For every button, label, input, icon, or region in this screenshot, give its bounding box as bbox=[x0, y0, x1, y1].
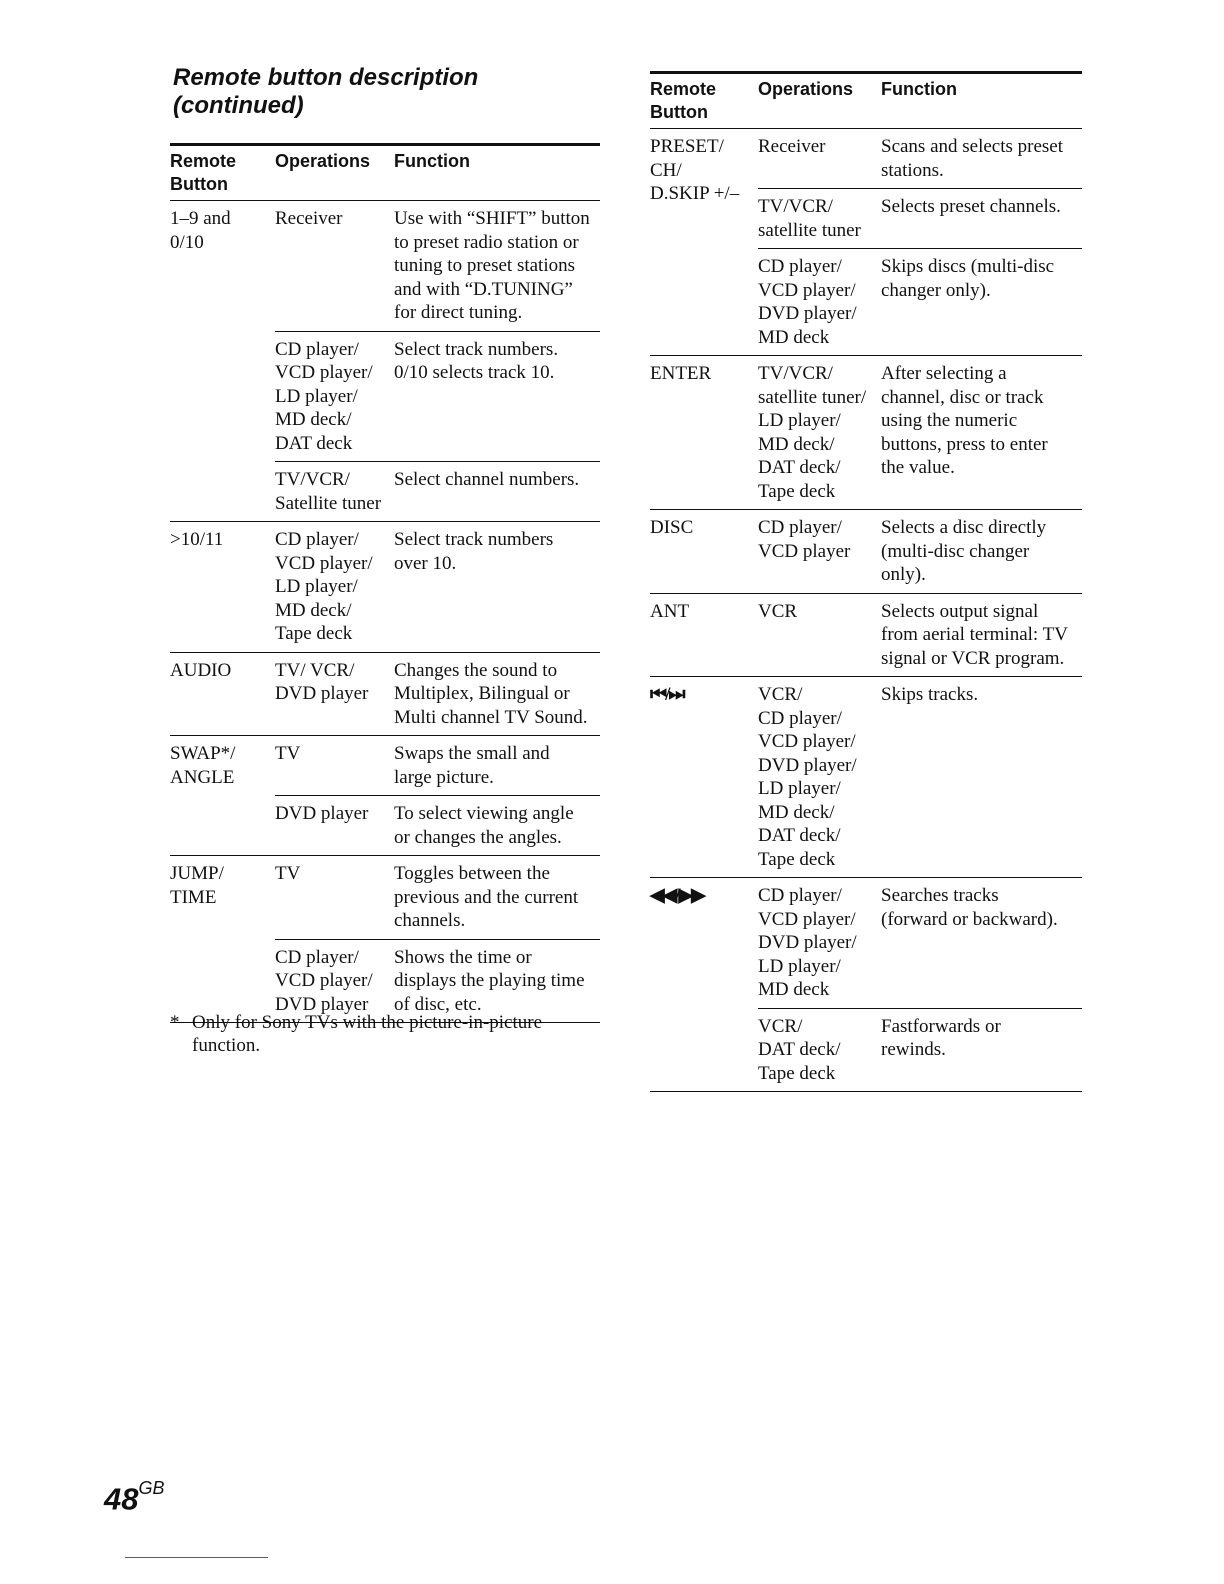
table-row-group bbox=[650, 878, 1082, 1092]
table-row-group bbox=[170, 653, 600, 737]
operations-list bbox=[275, 856, 600, 1022]
operations-list bbox=[758, 129, 1082, 355]
remote-button-name: PRESET/ CH/ D.SKIP +/– bbox=[650, 136, 740, 204]
footnote-mark: * bbox=[170, 1012, 180, 1033]
table-row bbox=[758, 510, 1082, 593]
table-row-group bbox=[650, 510, 1082, 594]
function-cell: Select track numbers. 0/10 selects track 10. bbox=[394, 338, 559, 383]
function-cell: Changes the sound to Multiplex, Bilingual or Multi channel TV Sound. bbox=[394, 659, 588, 728]
operation-cell: VCR/ DAT deck/ Tape deck bbox=[758, 1015, 841, 1084]
operation-cell: VCR bbox=[758, 600, 798, 622]
operations-list bbox=[275, 201, 600, 521]
operations-list bbox=[275, 653, 600, 736]
operations-list bbox=[758, 677, 1082, 877]
table-row-group bbox=[650, 677, 1082, 878]
table-row-group bbox=[650, 129, 1082, 356]
operation-cell: VCR/ CD player/ VCD player/ DVD player/ LD player/ MD deck/ DAT deck/ Tape deck bbox=[758, 684, 857, 870]
operations-list bbox=[758, 594, 1082, 677]
table-row-group bbox=[170, 201, 600, 522]
header-remote-button: Remote Button bbox=[170, 151, 237, 194]
header-remote-button: Remote Button bbox=[650, 79, 717, 122]
table-row bbox=[275, 522, 600, 652]
operation-cell: CD player/ VCD player/ LD player/ MD deck/ DAT deck bbox=[275, 338, 373, 454]
function-cell: Selects preset channels. bbox=[881, 196, 1061, 217]
skip-prev-next-icon: ⏮/⏭ bbox=[650, 684, 684, 705]
header-operations: Operations bbox=[275, 151, 371, 171]
operation-cell: Receiver bbox=[275, 208, 343, 229]
function-cell: After selecting a channel, disc or track using the numeric buttons, press to enter the value. bbox=[881, 363, 1048, 478]
table-row bbox=[275, 856, 600, 939]
operation-cell: TV/VCR/ Satellite tuner bbox=[275, 469, 382, 514]
footnote-text: Only for Sony TVs with the picture-in-picture function. bbox=[192, 1012, 543, 1056]
header-function: Function bbox=[394, 151, 470, 171]
operation-cell: CD player/ VCD player/ DVD player bbox=[275, 946, 373, 1015]
section-title: Remote button description (continued) bbox=[173, 64, 479, 119]
function-cell: Selects output signal from aerial terminal: TV signal or VCR program. bbox=[881, 600, 1068, 669]
table-row bbox=[758, 129, 1082, 188]
remote-button-name: SWAP*/ ANGLE bbox=[170, 743, 236, 788]
header-function: Function bbox=[881, 79, 957, 99]
table-row bbox=[758, 594, 1082, 677]
remote-table-left bbox=[170, 143, 600, 1023]
table-row bbox=[758, 878, 1082, 1008]
operation-cell: TV/VCR/ satellite tuner/ LD player/ MD deck/ DAT deck/ Tape deck bbox=[758, 363, 867, 502]
operations-list bbox=[758, 510, 1082, 593]
table-row-group bbox=[170, 736, 600, 856]
page-number bbox=[104, 1474, 165, 1517]
table-header bbox=[650, 71, 1082, 129]
remote-button-name: AUDIO bbox=[170, 659, 232, 681]
table-row bbox=[758, 188, 1082, 248]
function-cell: Selects a disc directly (multi-disc changer only). bbox=[881, 517, 1047, 585]
operations-list bbox=[275, 522, 600, 652]
operation-cell: CD player/ VCD player/ LD player/ MD deck/ Tape deck bbox=[275, 529, 373, 644]
footnote bbox=[170, 1011, 600, 1057]
table-row bbox=[275, 736, 600, 795]
table-row-group bbox=[650, 356, 1082, 510]
remote-button-name: ENTER bbox=[650, 363, 712, 384]
remote-button-name: ANT bbox=[650, 600, 690, 622]
divider bbox=[125, 1557, 268, 1558]
header-operations: Operations bbox=[758, 79, 854, 99]
table-row bbox=[275, 461, 600, 521]
operations-list bbox=[758, 878, 1082, 1091]
page-number-suffix: GB bbox=[138, 1478, 165, 1498]
operations-list bbox=[275, 736, 600, 855]
table-row bbox=[275, 939, 600, 1023]
remote-button-name: 1–9 and 0/10 bbox=[170, 208, 231, 253]
table-row bbox=[275, 331, 600, 462]
function-cell: Skips tracks. bbox=[881, 684, 979, 705]
operation-cell: Receiver bbox=[758, 136, 826, 157]
operation-cell: CD player/ VCD player/ DVD player/ LD player/ MD deck bbox=[758, 885, 857, 1000]
remote-table-right bbox=[650, 71, 1082, 1092]
function-cell: To select viewing angle or changes the angles. bbox=[394, 803, 574, 848]
table-row bbox=[275, 201, 600, 331]
table-row bbox=[758, 1008, 1082, 1092]
operation-cell: TV bbox=[275, 743, 301, 764]
table-row bbox=[758, 248, 1082, 355]
function-cell: Toggles between the previous and the current channels. bbox=[394, 863, 579, 931]
operation-cell: CD player/ VCD player/ DVD player/ MD deck bbox=[758, 256, 857, 348]
function-cell: Select track numbers over 10. bbox=[394, 529, 554, 574]
table-body bbox=[170, 201, 600, 1023]
operations-list bbox=[758, 356, 1082, 509]
function-cell: Scans and selects preset stations. bbox=[881, 136, 1064, 181]
table-row-group bbox=[170, 522, 600, 653]
operation-cell: DVD player bbox=[275, 803, 369, 824]
function-cell: Fastforwards or rewinds. bbox=[881, 1015, 1001, 1060]
table-header bbox=[170, 143, 600, 201]
function-cell: Shows the time or displays the playing time of disc, etc. bbox=[394, 946, 585, 1015]
remote-button-name: JUMP/ TIME bbox=[170, 863, 224, 908]
function-cell: Searches tracks (forward or backward). bbox=[881, 885, 1058, 930]
operation-cell: TV/VCR/ satellite tuner bbox=[758, 196, 861, 241]
table-row bbox=[758, 677, 1082, 877]
table-row-group bbox=[170, 856, 600, 1023]
table-row bbox=[275, 795, 600, 855]
operation-cell: TV bbox=[275, 863, 301, 884]
function-cell: Use with “SHIFT” button to preset radio station or tuning to preset stations and with “D.TUNING” for direct tuning. bbox=[394, 208, 590, 323]
rewind-forward-icon: ◀◀/▶▶ bbox=[650, 885, 704, 906]
operation-cell: CD player/ VCD player bbox=[758, 517, 851, 562]
table-body bbox=[650, 129, 1082, 1092]
function-cell: Swaps the small and large picture. bbox=[394, 743, 550, 788]
table-row-group bbox=[650, 594, 1082, 678]
function-cell: Skips discs (multi-disc changer only). bbox=[881, 256, 1055, 301]
table-row bbox=[758, 356, 1082, 509]
remote-button-name: DISC bbox=[650, 517, 694, 538]
function-cell: Select channel numbers. bbox=[394, 469, 580, 490]
table-row bbox=[275, 653, 600, 736]
operation-cell: TV/ VCR/ DVD player bbox=[275, 659, 369, 704]
remote-button-name: >10/11 bbox=[170, 529, 224, 550]
page-number-value: 48 bbox=[104, 1481, 139, 1517]
